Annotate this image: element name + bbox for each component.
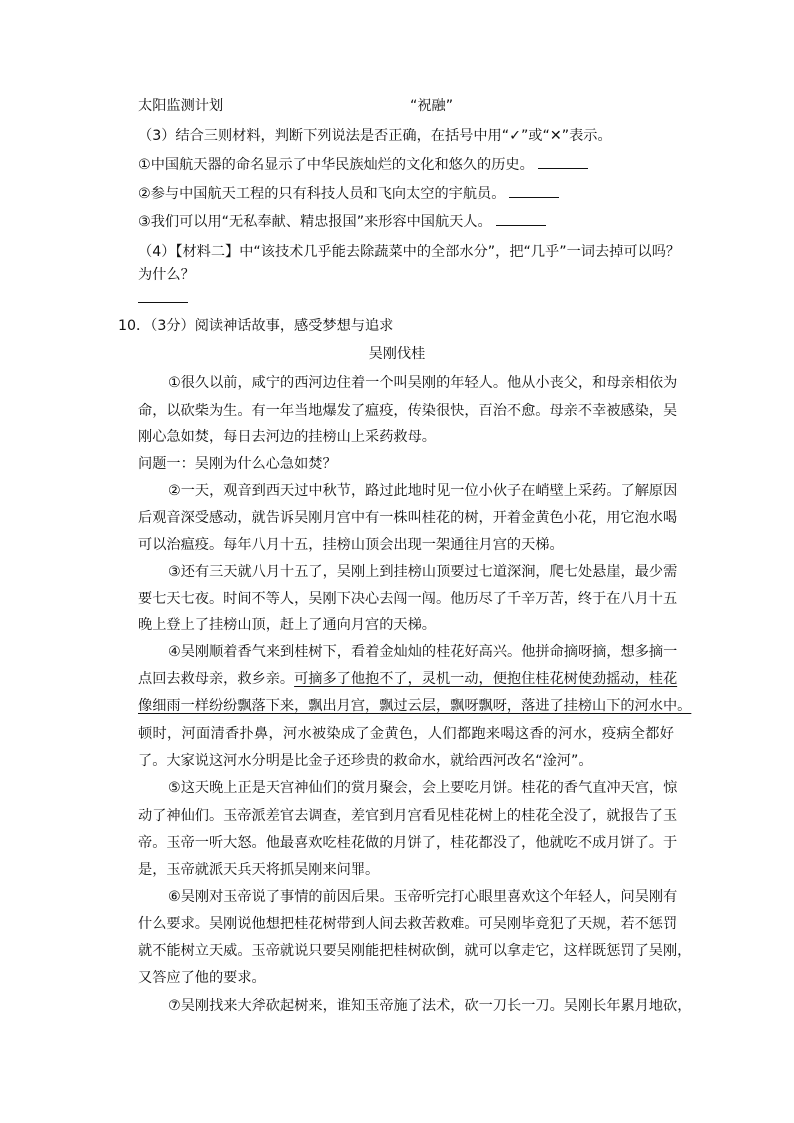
story-line: 动了神仙们。玉帝派差官去调查，差官到月宫看见桂花树上的桂花全没了，就报告了玉 [138, 808, 678, 824]
question-one: 问题一：吴刚为什么心急如焚？ [138, 456, 337, 472]
story-line: 晚上登上了挂榜山顶，赶上了通向月宫的天梯。 [138, 617, 436, 633]
story-line: 可以治瘟疫。每年八月十五，挂榜山顶会出现一架通往月宫的天梯。 [138, 537, 564, 553]
story-line: ⑦吴刚找来大斧砍起树来，谁知玉帝施了法术，砍一刀长一刀。吴刚长年累月地砍， [168, 998, 692, 1014]
story-line: ①很久以前，咸宁的西河边住着一个叫吴刚的年轻人。他从小丧父，和母亲相依为 [168, 375, 678, 391]
q3-item-2 [138, 184, 559, 204]
story-line: 帝。玉帝一听大怒。他最喜欢吃桂花做的月饼了，桂花都没了，他就吃不成月饼了。于 [138, 835, 678, 851]
q4-line-2: 为什么？ [138, 267, 195, 283]
story-line: 命，以砍柴为生。有一年当地爆发了瘟疫，传染很快，百治不愈。母亲不幸被感染，吴 [138, 403, 678, 419]
story-title: 吴刚伐桂 [368, 346, 426, 362]
story-line: ④吴刚顺着香气来到桂树下，看着金灿灿的桂花好高兴。他拼命摘呀摘，想多摘一 [168, 644, 678, 660]
story-line: 要七天七夜。时间不等人，吴刚下决心去闯一闯。他历尽了千辛万苦，终于在八月十五 [138, 591, 678, 607]
underlined-passage: 可摘多了他抱不了，灵机一动，便抱住桂花树使劲摇动，桂花 [294, 671, 678, 687]
answer-blank[interactable] [538, 155, 588, 169]
story-line: ②一天，观音到西天过中秋节，路过此地时见一位小伙子在峭壁上采药。了解原因 [168, 483, 678, 499]
story-text: 点回去救母亲，救乡亲。 [138, 671, 295, 687]
q10-header: 10．（3分）阅读神话故事，感受梦想与追求 [118, 318, 394, 334]
answer-blank[interactable] [496, 212, 546, 226]
q3-item-3-text: ③我们可以用“无私奉献、精忠报国”来形容中国航天人。 [138, 214, 492, 230]
story-line: 后观音深受感动，就告诉吴刚月宫中有一株叫桂花的树，开着金黄色小花，用它泡水喝 [138, 510, 678, 526]
story-line: 顿时，河面清香扑鼻，河水被染成了金黄色，人们都跑来喝这香的河水，疫病全都好 [138, 726, 674, 742]
story-line: ③还有三天就八月十五了，吴刚上到挂榜山顶要过七道深涧，爬七处悬崖，最少需 [168, 564, 678, 580]
q3-item-1-text: ①中国航天器的命名显示了中华民族灿烂的文化和悠久的历史。 [138, 157, 534, 173]
story-line: ⑥吴刚对玉帝说了事情的前因后果。玉帝听完打心眼里喜欢这个年轻人，问吴刚有 [168, 889, 678, 905]
q3-item-2-text: ②参与中国航天工程的只有科技人员和飞向太空的宇航员。 [138, 186, 506, 202]
story-line: 什么要求。吴刚说他想把桂花树带到人间去救苦救难。可吴刚毕竟犯了天规，若不惩罚 [138, 916, 678, 932]
story-line: ⑤这天晚上正是天宫神仙们的赏月聚会，会上要吃月饼。桂花的香气直冲天宫，惊 [168, 780, 678, 796]
story-line [138, 669, 677, 689]
story-line: 了。大家说这河水分明是比金子还珍贵的救命水，就给西河改名“淦河”。 [138, 753, 593, 769]
story-line: 刚心急如焚，每日去河边的挂榜山上采药救母。 [138, 429, 436, 445]
story-line: 是，玉帝就派天兵天将抓吴刚来问罪。 [138, 862, 380, 878]
answer-blank[interactable] [509, 184, 559, 198]
q3-item-1 [138, 155, 588, 175]
q3-item-3 [138, 212, 546, 232]
story-line: 又答应了他的要求。 [138, 970, 266, 986]
q3-prompt: （3）结合三则材料，判断下列说法是否正确，在括号中用“✓”或“✕”表示。 [138, 128, 612, 144]
table-cell-right: “祝融” [410, 98, 454, 114]
table-cell-left: 太阳监测计划 [138, 98, 224, 114]
q4-line-1: （4）【材料二】中“该技术几乎能去除蔬菜中的全部水分”，把“几乎”一词去掉可以吗？ [138, 244, 681, 260]
answer-blank[interactable] [138, 302, 188, 303]
story-line: 就不能树立天威。玉帝就说只要吴刚能把桂树砍倒，就可以拿走它，这样既惩罚了吴刚， [138, 943, 692, 959]
underlined-passage: 像细雨一样纷纷飘落下来，飘出月宫，飘过云层，飘呀飘呀，落进了挂榜山下的河水中。 [138, 698, 692, 714]
